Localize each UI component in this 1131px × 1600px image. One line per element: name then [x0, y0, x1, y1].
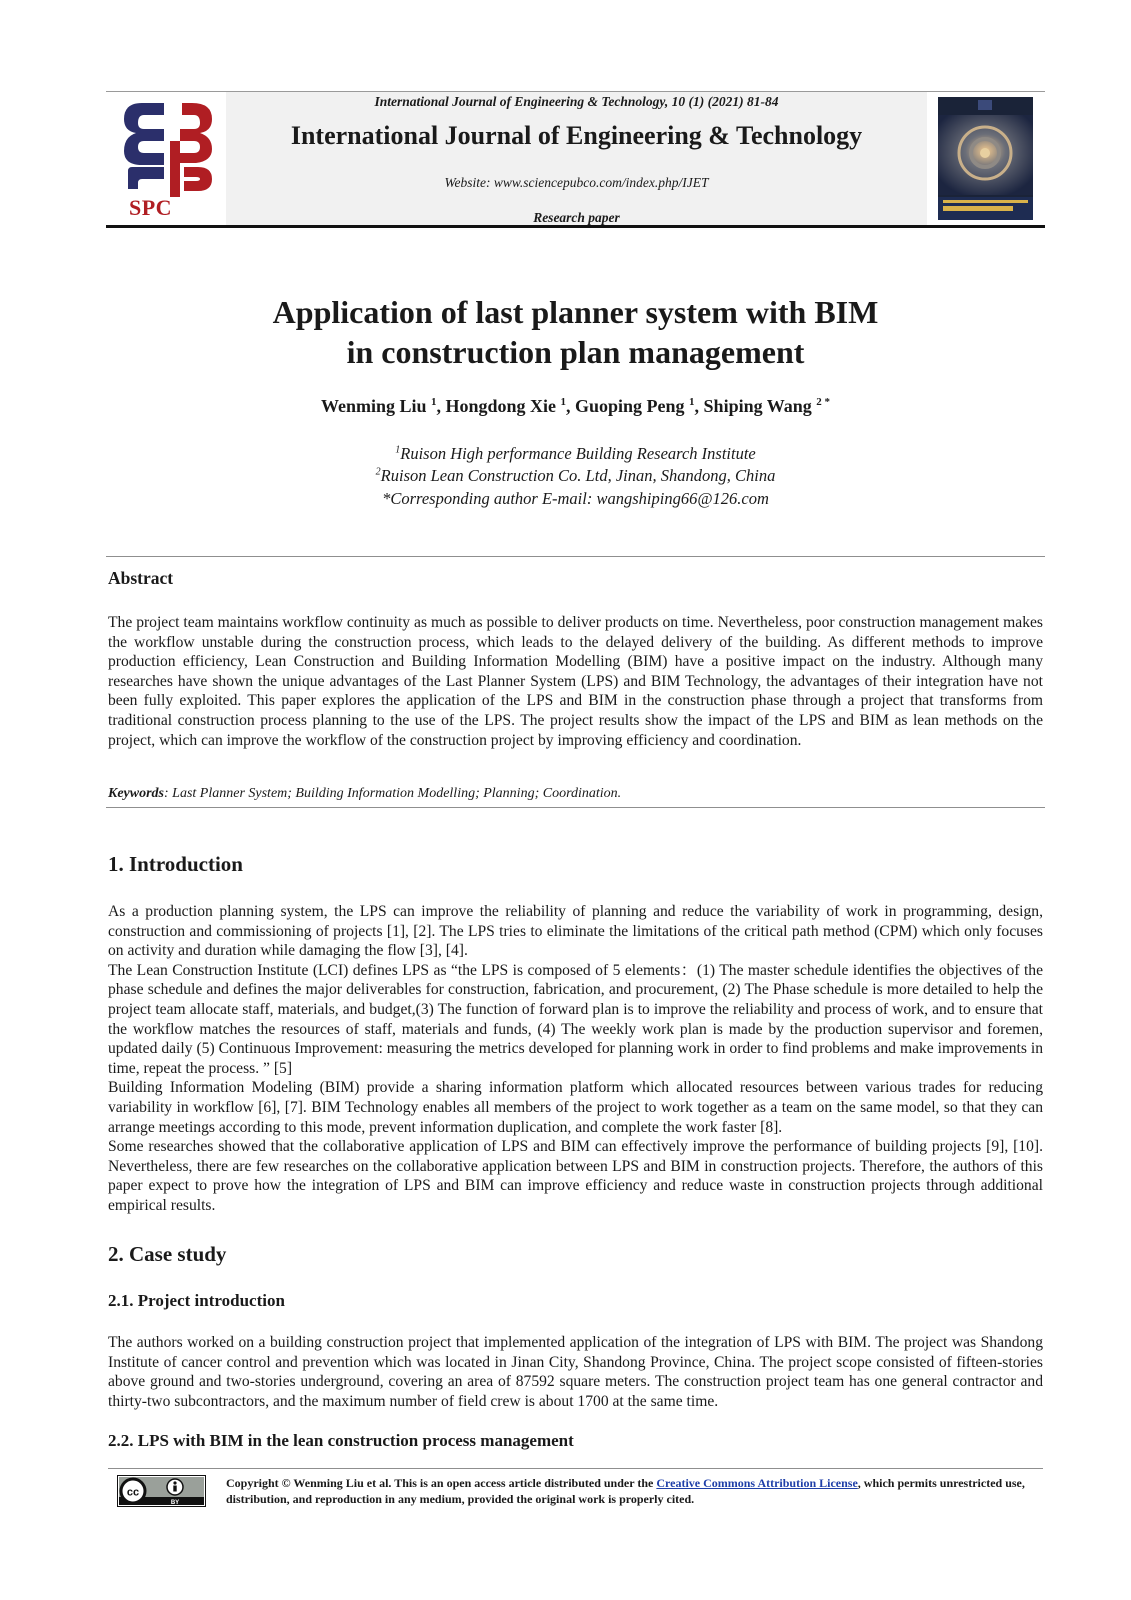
paper-type: Research paper — [533, 210, 620, 225]
journal-cover-image — [938, 97, 1033, 220]
journal-header — [106, 91, 1045, 228]
abstract-bottom-rule — [106, 807, 1045, 808]
paragraph: As a production planning system, the LPS can improve the reliability of planning and reduce the variability of work in programming, design, construction and commissioning of projects [1], [2]. The LPS tries to eliminate the limitations of the critical path method (CPM) which only focuses on activity and duration while damaging the flow [3], [4]. — [108, 903, 1043, 960]
header-band — [226, 92, 927, 225]
section-heading-case-study: 2. Case study — [108, 1242, 227, 1266]
paragraph: Building Information Modeling (BIM) provide a sharing information platform which allocated resources between various trades for reducing variability in workflow [6], [7]. BIM Technology enables all members of the project to work together as a team on the same model, so that they can arrange meetings according to this mode, prevent information duplication, and complete the work faster [8]. — [108, 1079, 1043, 1136]
author-name: Guoping Peng — [575, 396, 685, 416]
keywords-text: : Last Planner System; Building Information Modelling; Planning; Coordination. — [164, 786, 622, 801]
svg-text:cc: cc — [126, 1486, 140, 1499]
header-bottom-rule — [106, 225, 1045, 228]
section-heading-introduction: 1. Introduction — [108, 852, 243, 876]
affiliation-2 — [106, 466, 1045, 486]
subsection-heading-project-introduction: 2.1. Project introduction — [108, 1291, 285, 1310]
subsection-heading-lps-bim: 2.2. LPS with BIM in the lean construction process management — [108, 1431, 574, 1450]
copyright-text-end: , which permits unrestricted use, distribution, and reproduction in any medium, provided the original work is properly cited. — [226, 1476, 1025, 1506]
author-affiliation-mark: 1 — [689, 396, 695, 408]
affiliation-mark: 2 — [375, 466, 381, 478]
affiliation-1 — [106, 444, 1045, 464]
author-name: Shiping Wang — [703, 396, 812, 416]
logo-text: SPC — [129, 195, 173, 220]
author-affiliation-mark: 1 — [430, 396, 437, 408]
license-link[interactable]: Creative Commons Attribution License — [656, 1476, 858, 1490]
author-name: Wenming Liu — [320, 396, 427, 416]
author-affiliation-mark: 2 * — [816, 396, 831, 408]
author-list: Wenming Liu $^1$, Hongdong Xie $^1$, Guoping Peng $^1$, Shiping Wang $^{2 *}$ — [320, 396, 831, 416]
keywords-line — [108, 786, 621, 802]
title-line-1: Application of last planner system with BIM — [272, 294, 879, 330]
journal-title: International Journal of Engineering & Technology — [290, 121, 863, 150]
corresponding-author: *Corresponding author E-mail: wangshiping66@126.com — [382, 489, 769, 508]
intro-body — [108, 902, 1043, 1216]
title-line-2: in construction plan management — [346, 334, 805, 370]
keywords-label: Keywords — [108, 786, 164, 801]
copyright-text: Copyright © Wenming Liu et al. This is an open access article distributed under the — [226, 1476, 657, 1490]
paragraph: The Lean Construction Institute (LCI) defines LPS as “the LPS is composed of 5 elements：(1) The master schedule identifies the objectives of the phase schedule and defines the major deliverables for construction, fabrication, and procurement, (2) The Phase schedule is more detailed to help the project team allocate staff, materials, and budget,(3) The function of forward plan is to improve the reliability and process of work, and to ensure that the workflow matches the resources of staff, materials and funds, (4) The weekly work plan is made by the production supervisor and foremen, updated daily (5) Continuous Improvement: measuring the metrics developed for planning work in order to find problems and make improvements in time, repeat the process. ” [5] — [108, 961, 1043, 1077]
paper-title — [106, 292, 1045, 372]
paragraph: Some researches showed that the collaborative application of LPS and BIM can effectively improve the performance of building projects [9], [10]. Nevertheless, there are few researches on the collaborative application between LPS and BIM in construction projects. Therefore, the authors of this paper expect to prove how the integration of LPS and BIM can improve efficiency and reduce waste in construction projects through additional empirical results. — [108, 1138, 1043, 1214]
affiliation-text: Ruison High performance Building Research Institute — [400, 444, 756, 463]
copyright-notice — [226, 1476, 1043, 1507]
cc-by-license-icon — [117, 1475, 206, 1507]
footer-rule — [108, 1468, 1043, 1469]
journal-citation: International Journal of Engineering & Technology, 10 (1) (2021) 81-84 — [374, 94, 779, 109]
abstract-top-rule — [106, 556, 1045, 557]
project-introduction-text: The authors worked on a building construction project that implemented application of the integration of LPS with BIM. The project was Shandong Institute of cancer control and prevention which was located in Jinan City, Shandong Province, China. The project scope consisted of fifteen-stories above ground and two-stories underground, covering an area of 87592 square meters. The construction project team has one general contractor and thirty-two subcontractors, and the maximum number of field crew is about 1700 at the same time. — [108, 1334, 1043, 1410]
svg-text:BY: BY — [170, 1500, 180, 1506]
author-name: Hongdong Xie — [445, 396, 557, 416]
affiliation-text: Ruison Lean Construction Co. Ltd, Jinan, Shandong, China — [380, 466, 776, 485]
author-affiliation-mark: 1 — [560, 396, 567, 408]
abstract-heading: Abstract — [108, 568, 174, 588]
affiliation-mark: 1 — [395, 444, 401, 456]
journal-website: Website: www.sciencepubco.com/index.php/IJET — [444, 175, 709, 190]
abstract-text: The project team maintains workflow continuity as much as possible to deliver products on time. Nevertheless, poor construction management makes the workflow unstable during the construction process, which leads to the delayed delivery of the building. As different methods to improve production efficiency, Lean Construction and Building Information Modelling (BIM) have a positive impact on the industry. Although many researches have shown the unique advantages of the Last Planner System (LPS) and BIM Technology, the advantages of their integration have not been fully exploited. This paper explores the application of the LPS and BIM in the construction phase through a project that transforms from traditional construction process planning to the use of the LPS. The project results show the impact of the LPS and BIM as lean methods on the project, which can improve the workflow of the construction project by improving efficiency and coordination. — [108, 614, 1043, 749]
